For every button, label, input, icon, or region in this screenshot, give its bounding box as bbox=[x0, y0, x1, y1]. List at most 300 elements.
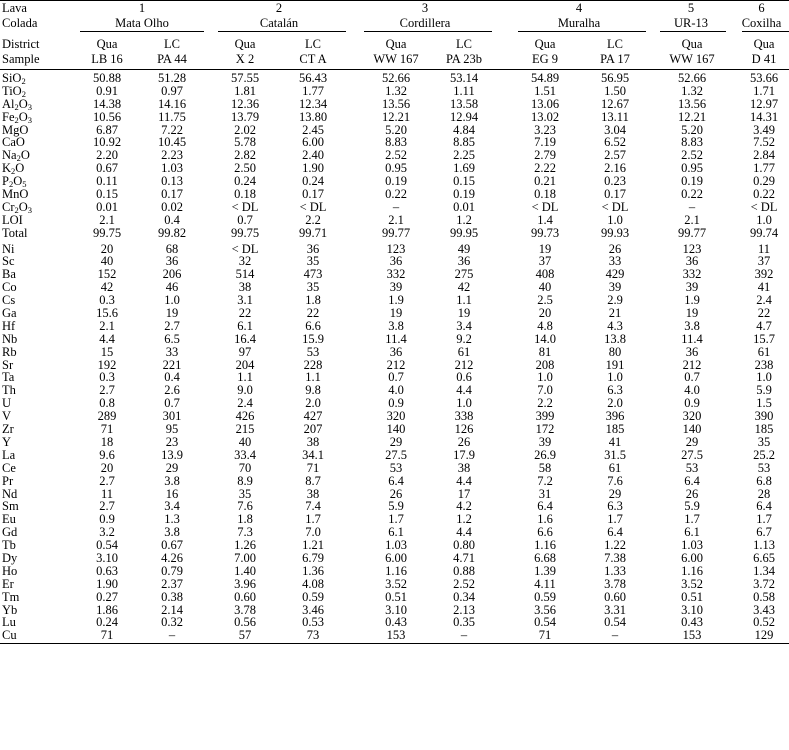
value-cell: 6.6 bbox=[305, 318, 321, 333]
value-cell: 6.1 bbox=[684, 525, 700, 540]
value-cell: 13.56 bbox=[677, 96, 707, 111]
value-cell: 3.04 bbox=[604, 122, 626, 137]
row-tm bbox=[0, 591, 789, 604]
value-cell: 42 bbox=[457, 280, 471, 295]
value-cell: 1.9 bbox=[388, 293, 404, 308]
element-text: P bbox=[2, 174, 9, 189]
value-cell: 228 bbox=[303, 357, 323, 372]
value-cell: 8.85 bbox=[453, 135, 475, 150]
value-cell: 99.77 bbox=[677, 225, 707, 240]
value-cell: 2.84 bbox=[753, 148, 775, 163]
value-cell: 0.54 bbox=[604, 615, 626, 630]
element-text: Total bbox=[2, 225, 28, 240]
subscript: 5 bbox=[22, 179, 27, 190]
value-cell: 0.38 bbox=[161, 589, 183, 604]
value-cell: 1.81 bbox=[234, 83, 256, 98]
value-cell: 7.3 bbox=[237, 525, 253, 540]
value-cell: 19 bbox=[457, 306, 471, 321]
value-cell: 301 bbox=[162, 409, 182, 424]
group-number-5: 5 bbox=[687, 1, 695, 15]
district-col-10: Qua bbox=[753, 37, 775, 51]
value-cell: 53 bbox=[306, 344, 320, 359]
element-text: Ta bbox=[2, 370, 15, 385]
value-cell: 5.9 bbox=[684, 499, 700, 514]
value-cell: 1.0 bbox=[164, 293, 180, 308]
value-cell: 7.0 bbox=[537, 383, 553, 398]
value-cell: 97 bbox=[238, 344, 252, 359]
value-cell: 20 bbox=[100, 460, 114, 475]
value-cell: 53.66 bbox=[749, 71, 779, 85]
row-total bbox=[0, 227, 789, 240]
value-cell: 1.7 bbox=[388, 512, 404, 527]
value-cell: 7.19 bbox=[534, 135, 556, 150]
row-dy bbox=[0, 552, 789, 565]
value-cell: 80 bbox=[608, 344, 622, 359]
value-cell: 0.43 bbox=[385, 615, 407, 630]
element-text: Sr bbox=[2, 357, 14, 372]
sample-col-1: LB 16 bbox=[91, 51, 123, 66]
subscript: 2 bbox=[8, 179, 14, 190]
element-text: Nd bbox=[2, 486, 18, 501]
value-cell: 10.45 bbox=[157, 135, 187, 150]
value-cell: 1.8 bbox=[305, 293, 321, 308]
value-cell: 26.9 bbox=[534, 447, 556, 462]
value-cell: 6.7 bbox=[756, 525, 772, 540]
value-cell: 1.9 bbox=[684, 293, 700, 308]
value-cell: 8.83 bbox=[385, 135, 407, 150]
value-cell: 27.5 bbox=[681, 447, 703, 462]
value-cell: 3.8 bbox=[164, 525, 180, 540]
sample-col-7: EG 9 bbox=[531, 51, 559, 66]
value-cell: 19 bbox=[685, 306, 699, 321]
value-cell: 26 bbox=[608, 241, 622, 256]
group-number-6: 6 bbox=[758, 1, 765, 15]
row-zr bbox=[0, 423, 789, 436]
value-cell: – bbox=[168, 628, 176, 643]
element-text: Sc bbox=[2, 254, 15, 269]
value-cell: 11.4 bbox=[385, 331, 407, 346]
row-mno bbox=[0, 188, 789, 201]
value-cell: 13.56 bbox=[381, 96, 411, 111]
value-cell: 34.1 bbox=[302, 447, 324, 462]
value-cell: 0.7 bbox=[237, 212, 253, 227]
value-cell: 0.67 bbox=[96, 161, 118, 176]
value-cell: 22 bbox=[757, 306, 771, 321]
value-cell: 99.74 bbox=[749, 225, 779, 240]
value-cell: 39 bbox=[389, 280, 403, 295]
value-cell: 9.2 bbox=[456, 331, 472, 346]
value-cell: 238 bbox=[754, 357, 774, 372]
value-cell: 99.93 bbox=[600, 225, 630, 240]
value-cell: 1.7 bbox=[756, 512, 772, 527]
value-cell: 1.71 bbox=[753, 83, 775, 98]
value-cell: – bbox=[460, 628, 468, 643]
value-cell: 0.95 bbox=[385, 161, 407, 176]
value-cell: 1.16 bbox=[681, 563, 703, 578]
row-hf bbox=[0, 320, 789, 333]
value-cell: 153 bbox=[386, 628, 406, 643]
value-cell: 4.08 bbox=[302, 576, 324, 591]
value-cell: 126 bbox=[454, 422, 474, 437]
element-text: Nb bbox=[2, 331, 18, 346]
value-cell: 13.9 bbox=[161, 447, 183, 462]
value-cell: 1.36 bbox=[302, 563, 324, 578]
lava-label: Lava bbox=[2, 1, 27, 15]
value-cell: 396 bbox=[605, 409, 625, 424]
value-cell: 22 bbox=[306, 306, 320, 321]
value-cell: 129 bbox=[754, 628, 774, 643]
value-cell: 6.00 bbox=[385, 550, 407, 565]
element-text: O bbox=[18, 109, 28, 124]
value-cell: 11 bbox=[100, 486, 114, 501]
value-cell: 40 bbox=[100, 254, 114, 269]
value-cell: 6.00 bbox=[681, 550, 703, 565]
value-cell: 1.22 bbox=[604, 538, 626, 553]
value-cell: 33 bbox=[608, 254, 622, 269]
value-cell: 1.7 bbox=[607, 512, 623, 527]
value-cell: – bbox=[392, 199, 400, 214]
value-cell: 2.7 bbox=[99, 499, 115, 514]
header-row-colada bbox=[0, 16, 789, 31]
value-cell: 1.03 bbox=[681, 538, 703, 553]
major-oxides-section bbox=[0, 72, 789, 240]
value-cell: 36 bbox=[306, 241, 320, 256]
value-cell: 7.2 bbox=[537, 473, 553, 488]
value-cell: 36 bbox=[685, 254, 699, 269]
value-cell: 185 bbox=[605, 422, 625, 437]
value-cell: 0.13 bbox=[161, 174, 183, 189]
value-cell: 8.7 bbox=[305, 473, 321, 488]
value-cell: 4.3 bbox=[607, 318, 623, 333]
subscript: 3 bbox=[27, 101, 33, 112]
value-cell: 99.75 bbox=[230, 225, 260, 240]
value-cell: 14.31 bbox=[749, 109, 779, 124]
value-cell: 0.79 bbox=[161, 563, 183, 578]
value-cell: 26 bbox=[389, 486, 403, 501]
element-text: Lu bbox=[2, 615, 16, 630]
value-cell: 13.8 bbox=[604, 331, 626, 346]
subscript: 3 bbox=[27, 204, 33, 215]
district-col-2: LC bbox=[164, 37, 180, 51]
value-cell: 0.15 bbox=[453, 174, 475, 189]
value-cell: 332 bbox=[682, 267, 702, 282]
value-cell: 95 bbox=[165, 422, 179, 437]
value-cell: 41 bbox=[757, 280, 771, 295]
value-cell: 51.28 bbox=[157, 71, 187, 85]
value-cell: 1.77 bbox=[753, 161, 775, 176]
value-cell: 2.1 bbox=[684, 212, 700, 227]
value-cell: 29 bbox=[389, 434, 403, 449]
value-cell: 99.73 bbox=[530, 225, 560, 240]
value-cell: 23 bbox=[165, 434, 179, 449]
value-cell: 13.11 bbox=[601, 109, 629, 124]
value-cell: 3.8 bbox=[388, 318, 404, 333]
value-cell: 4.2 bbox=[456, 499, 472, 514]
value-cell: 3.10 bbox=[385, 602, 407, 617]
value-cell: 212 bbox=[682, 357, 702, 372]
value-cell: 99.82 bbox=[157, 225, 187, 240]
value-cell: 0.58 bbox=[753, 589, 775, 604]
group-underline-3 bbox=[364, 31, 492, 32]
element-text: MgO bbox=[2, 122, 29, 137]
value-cell: 7.38 bbox=[604, 550, 626, 565]
value-cell: 11.75 bbox=[158, 109, 186, 124]
element-text: O bbox=[15, 161, 25, 176]
value-cell: < DL bbox=[231, 199, 259, 214]
element-text: K bbox=[2, 161, 12, 176]
value-cell: 1.32 bbox=[681, 83, 703, 98]
value-cell: 2.50 bbox=[234, 161, 256, 176]
value-cell: 39 bbox=[538, 434, 552, 449]
value-cell: 39 bbox=[608, 280, 622, 295]
value-cell: 3.96 bbox=[234, 576, 256, 591]
value-cell: 61 bbox=[457, 344, 471, 359]
element-text: Al bbox=[2, 96, 15, 111]
value-cell: 58 bbox=[538, 460, 552, 475]
value-cell: 221 bbox=[162, 357, 182, 372]
value-cell: 6.5 bbox=[164, 331, 180, 346]
element-text: Rb bbox=[2, 344, 17, 359]
row-er bbox=[0, 578, 789, 591]
value-cell: 11 bbox=[757, 241, 771, 256]
value-cell: 12.97 bbox=[749, 96, 779, 111]
value-cell: 0.24 bbox=[234, 174, 256, 189]
value-cell: 1.0 bbox=[537, 370, 553, 385]
row-pr bbox=[0, 475, 789, 488]
value-cell: 0.19 bbox=[681, 174, 703, 189]
value-cell: 9.0 bbox=[237, 383, 253, 398]
value-cell: 13.58 bbox=[449, 96, 479, 111]
value-cell: 37 bbox=[757, 254, 771, 269]
row-ce bbox=[0, 462, 789, 475]
value-cell: 123 bbox=[682, 241, 702, 256]
element-text: Gd bbox=[2, 525, 18, 540]
value-cell: 1.03 bbox=[161, 161, 183, 176]
value-cell: 1.32 bbox=[385, 83, 407, 98]
value-cell: 2.5 bbox=[537, 293, 553, 308]
value-cell: 20 bbox=[100, 241, 114, 256]
value-cell: 71 bbox=[100, 628, 114, 643]
value-cell: 6.4 bbox=[388, 473, 404, 488]
value-cell: 5.9 bbox=[388, 499, 404, 514]
value-cell: 6.4 bbox=[756, 499, 772, 514]
value-cell: 2.20 bbox=[96, 148, 118, 163]
value-cell: 3.4 bbox=[164, 499, 180, 514]
value-cell: 0.27 bbox=[96, 589, 118, 604]
element-text: SiO bbox=[2, 71, 22, 85]
value-cell: 3.78 bbox=[234, 602, 256, 617]
value-cell: 2.45 bbox=[302, 122, 324, 137]
value-cell: 2.52 bbox=[385, 148, 407, 163]
value-cell: 0.63 bbox=[96, 563, 118, 578]
value-cell: 212 bbox=[454, 357, 474, 372]
value-cell: 4.0 bbox=[388, 383, 404, 398]
group-name-4: Muralha bbox=[557, 15, 601, 30]
value-cell: 427 bbox=[303, 409, 323, 424]
group-name-1: Mata Olho bbox=[115, 15, 169, 30]
value-cell: 9.8 bbox=[305, 383, 321, 398]
value-cell: 6.68 bbox=[534, 550, 556, 565]
value-cell: 0.21 bbox=[534, 174, 556, 189]
value-cell: 1.0 bbox=[756, 212, 772, 227]
value-cell: 4.7 bbox=[756, 318, 772, 333]
element-text: La bbox=[2, 447, 16, 462]
value-cell: 38 bbox=[306, 434, 320, 449]
value-cell: 4.11 bbox=[534, 576, 556, 591]
value-cell: 1.26 bbox=[234, 538, 256, 553]
subscript: 3 bbox=[27, 114, 33, 125]
value-cell: 29 bbox=[165, 460, 179, 475]
row-sio bbox=[0, 72, 789, 85]
group-underline-4 bbox=[518, 31, 646, 32]
value-cell: 2.9 bbox=[607, 293, 623, 308]
subscript: 2 bbox=[11, 166, 16, 177]
value-cell: 70 bbox=[238, 460, 252, 475]
value-cell: 0.3 bbox=[99, 370, 115, 385]
value-cell: 53 bbox=[685, 460, 699, 475]
value-cell: 6.79 bbox=[302, 550, 324, 565]
value-cell: 1.21 bbox=[302, 538, 324, 553]
value-cell: 0.8 bbox=[99, 396, 115, 411]
value-cell: 1.2 bbox=[456, 512, 472, 527]
value-cell: 1.0 bbox=[456, 396, 472, 411]
element-text: Sm bbox=[2, 499, 19, 514]
group-underline-2 bbox=[218, 31, 346, 32]
row-loi bbox=[0, 214, 789, 227]
value-cell: 7.52 bbox=[753, 135, 775, 150]
value-cell: 3.46 bbox=[302, 602, 324, 617]
element-text: Tm bbox=[2, 589, 20, 604]
value-cell: 0.53 bbox=[302, 615, 324, 630]
value-cell: 0.19 bbox=[453, 187, 475, 202]
value-cell: 0.9 bbox=[99, 512, 115, 527]
value-cell: 0.51 bbox=[681, 589, 703, 604]
value-cell: 1.1 bbox=[237, 370, 253, 385]
value-cell: 36 bbox=[389, 344, 403, 359]
value-cell: 0.11 bbox=[96, 174, 118, 189]
value-cell: 13.02 bbox=[530, 109, 560, 124]
subscript: 2 bbox=[16, 153, 21, 164]
value-cell: 3.4 bbox=[456, 318, 472, 333]
element-label bbox=[2, 227, 28, 240]
value-cell: 208 bbox=[535, 357, 555, 372]
value-cell: 7.4 bbox=[305, 499, 321, 514]
value-cell: 56.95 bbox=[600, 71, 630, 85]
value-cell: 2.7 bbox=[99, 473, 115, 488]
sample-col-4: CT A bbox=[299, 51, 327, 66]
row-y bbox=[0, 436, 789, 449]
value-cell: 0.52 bbox=[753, 615, 775, 630]
value-cell: 13.80 bbox=[298, 109, 328, 124]
value-cell: 31.5 bbox=[604, 447, 626, 462]
value-cell: 19 bbox=[165, 306, 179, 321]
value-cell: 6.4 bbox=[537, 499, 553, 514]
value-cell: 1.34 bbox=[753, 563, 775, 578]
value-cell: 1.5 bbox=[756, 396, 772, 411]
value-cell: 28 bbox=[757, 486, 771, 501]
value-cell: 15 bbox=[100, 344, 114, 359]
value-cell: 1.50 bbox=[604, 83, 626, 98]
row-cro bbox=[0, 201, 789, 214]
subscript: 2 bbox=[14, 114, 19, 125]
value-cell: 1.8 bbox=[237, 512, 253, 527]
value-cell: 73 bbox=[306, 628, 320, 643]
value-cell: 206 bbox=[162, 267, 182, 282]
value-cell: 204 bbox=[235, 357, 255, 372]
subscript: 2 bbox=[14, 204, 19, 215]
trace-elements-section bbox=[0, 243, 789, 643]
value-cell: 32 bbox=[238, 254, 252, 269]
value-cell: 40 bbox=[538, 280, 552, 295]
value-cell: 3.72 bbox=[753, 576, 775, 591]
value-cell: 6.6 bbox=[537, 525, 553, 540]
element-text: U bbox=[2, 396, 12, 411]
value-cell: 11.4 bbox=[681, 331, 703, 346]
value-cell: 408 bbox=[535, 267, 555, 282]
value-cell: 2.79 bbox=[534, 148, 556, 163]
value-cell: 17 bbox=[457, 486, 471, 501]
value-cell: 2.1 bbox=[388, 212, 404, 227]
value-cell: 3.1 bbox=[237, 293, 253, 308]
element-text: Pr bbox=[2, 473, 14, 488]
value-cell: 0.4 bbox=[164, 370, 180, 385]
value-cell: 71 bbox=[538, 628, 552, 643]
value-cell: 0.97 bbox=[161, 83, 183, 98]
value-cell: 29 bbox=[685, 434, 699, 449]
value-cell: 15.7 bbox=[753, 331, 775, 346]
header-row-lava bbox=[0, 1, 789, 16]
value-cell: 36 bbox=[165, 254, 179, 269]
value-cell: 1.3 bbox=[164, 512, 180, 527]
element-text: Co bbox=[2, 280, 17, 295]
element-text: Cu bbox=[2, 628, 17, 643]
value-cell: 33 bbox=[165, 344, 179, 359]
value-cell: 2.2 bbox=[305, 212, 321, 227]
value-cell: 25.2 bbox=[753, 447, 775, 462]
value-cell: 0.51 bbox=[385, 589, 407, 604]
value-cell: 3.10 bbox=[96, 550, 118, 565]
value-cell: 26 bbox=[457, 434, 471, 449]
value-cell: 46 bbox=[165, 280, 179, 295]
value-cell: 152 bbox=[97, 267, 117, 282]
value-cell: 10.92 bbox=[92, 135, 122, 150]
sample-col-2: PA 44 bbox=[157, 51, 187, 66]
value-cell: 3.23 bbox=[534, 122, 556, 137]
value-cell: < DL bbox=[601, 199, 629, 214]
value-cell: 1.90 bbox=[96, 576, 118, 591]
row-la bbox=[0, 449, 789, 462]
value-cell: 0.56 bbox=[234, 615, 256, 630]
value-cell: 207 bbox=[303, 422, 323, 437]
value-cell: 1.11 bbox=[453, 83, 475, 98]
value-cell: 0.7 bbox=[684, 370, 700, 385]
value-cell: 35 bbox=[306, 280, 320, 295]
element-text: Er bbox=[2, 576, 14, 591]
district-col-7: Qua bbox=[534, 37, 556, 51]
value-cell: 2.1 bbox=[99, 212, 115, 227]
value-cell: 1.86 bbox=[96, 602, 118, 617]
value-cell: 0.54 bbox=[534, 615, 556, 630]
row-feo bbox=[0, 111, 789, 124]
element-text: Ce bbox=[2, 460, 16, 475]
value-cell: 6.1 bbox=[237, 318, 253, 333]
header-row-sample bbox=[0, 52, 789, 67]
value-cell: 21 bbox=[608, 306, 622, 321]
element-text: MnO bbox=[2, 187, 29, 202]
value-cell: 3.43 bbox=[753, 602, 775, 617]
district-label: District bbox=[2, 37, 40, 51]
value-cell: 0.59 bbox=[302, 589, 324, 604]
